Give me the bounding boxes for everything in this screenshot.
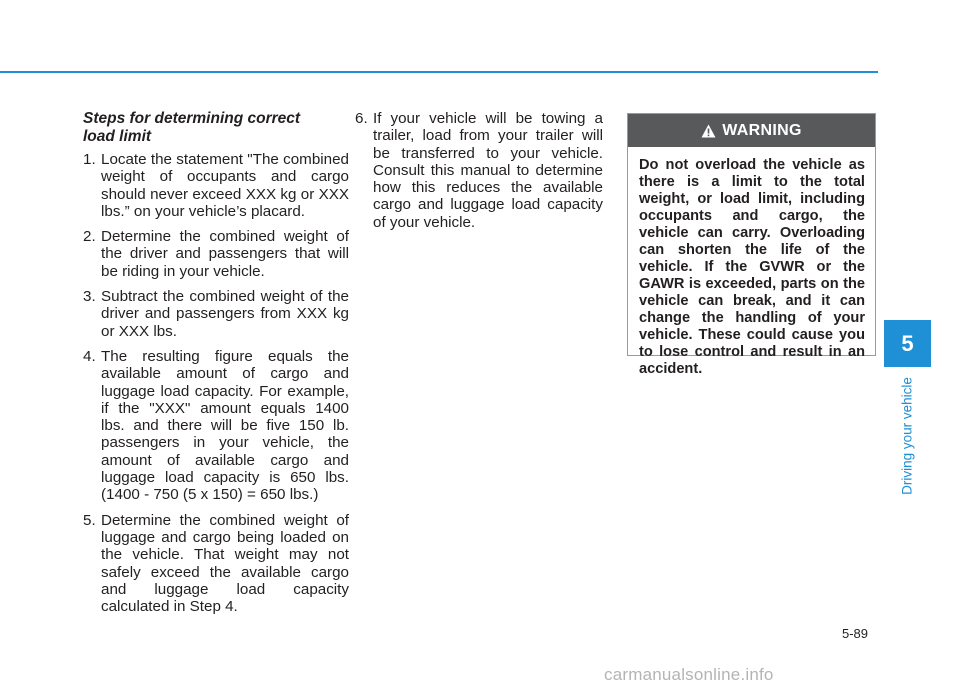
- step-text: Subtract the combined weight of the driver and passengers from XXX kg or XXX lbs.: [101, 288, 349, 340]
- list-item: [83, 512, 349, 616]
- step-number: 5.: [83, 511, 96, 529]
- step-text: Determine the combined weight of luggage and cargo being loaded on the vehicle. That weight may not safely exceed the available cargo and luggage load capacity calculated in Step 4.: [101, 511, 349, 616]
- left-column: [83, 110, 349, 623]
- step-number: 2.: [83, 228, 96, 246]
- middle-column: [355, 110, 603, 239]
- warning-triangle-icon: [701, 124, 716, 138]
- list-item: [83, 288, 349, 340]
- step-text: Determine the combined weight of the driver and passengers that will be riding in your vehicle.: [101, 228, 349, 280]
- warning-header: [628, 114, 875, 147]
- step-number: 4.: [83, 347, 96, 365]
- step-text: The resulting figure equals the available amount of cargo and luggage load capacity. For example, if the "XXX" amount equals 1400 lbs. and there will be five 150 lb. passengers in your vehicle, the amount of available cargo and luggage load capacity is 650 lbs. (1400 - 750 (5 x 150) = 650 lbs.): [101, 347, 349, 504]
- steps-list-part-1: [83, 151, 349, 615]
- step-number: 3.: [83, 288, 96, 306]
- warning-text: Do not overload the vehicle as there is a limit to the total weight, or load limit, including occupants and cargo, the vehicle can carry. Overloading can shorten the life of the vehicle. If the GVWR or the GAWR is exceeded, parts on the vehicle can break, and it can change the handling of your vehicle. These could cause you to lose control and result in an accident.: [639, 157, 865, 377]
- chapter-title: Driving your vehicle: [899, 377, 915, 495]
- chapter-number: 5: [901, 330, 914, 356]
- warning-box: [627, 113, 876, 377]
- section-heading: Steps for determining correct load limit: [83, 110, 301, 145]
- list-item: [355, 110, 603, 231]
- chapter-tab: [884, 320, 931, 367]
- watermark: carmanualsonline.info: [604, 665, 774, 684]
- step-number: 1.: [83, 151, 96, 168]
- step-text: Locate the statement "The combined weight of occupants and cargo should never exceed XXX kg or XXX lbs.” on your vehicle’s placard.: [101, 151, 349, 220]
- step-text: If your vehicle will be towing a trailer, load from your trailer will be transferred to your vehicle. Consult this manual to determine how this reduces the available cargo and luggage load capacity of your vehicle.: [373, 110, 603, 231]
- list-item: [83, 151, 349, 220]
- page-number: 5-89: [842, 626, 869, 641]
- list-item: [83, 348, 349, 504]
- list-item: [83, 228, 349, 280]
- warning-title: WARNING: [722, 121, 802, 139]
- steps-list-part-2: [355, 110, 603, 231]
- header-rule: [0, 71, 878, 73]
- step-number: 6.: [355, 110, 368, 127]
